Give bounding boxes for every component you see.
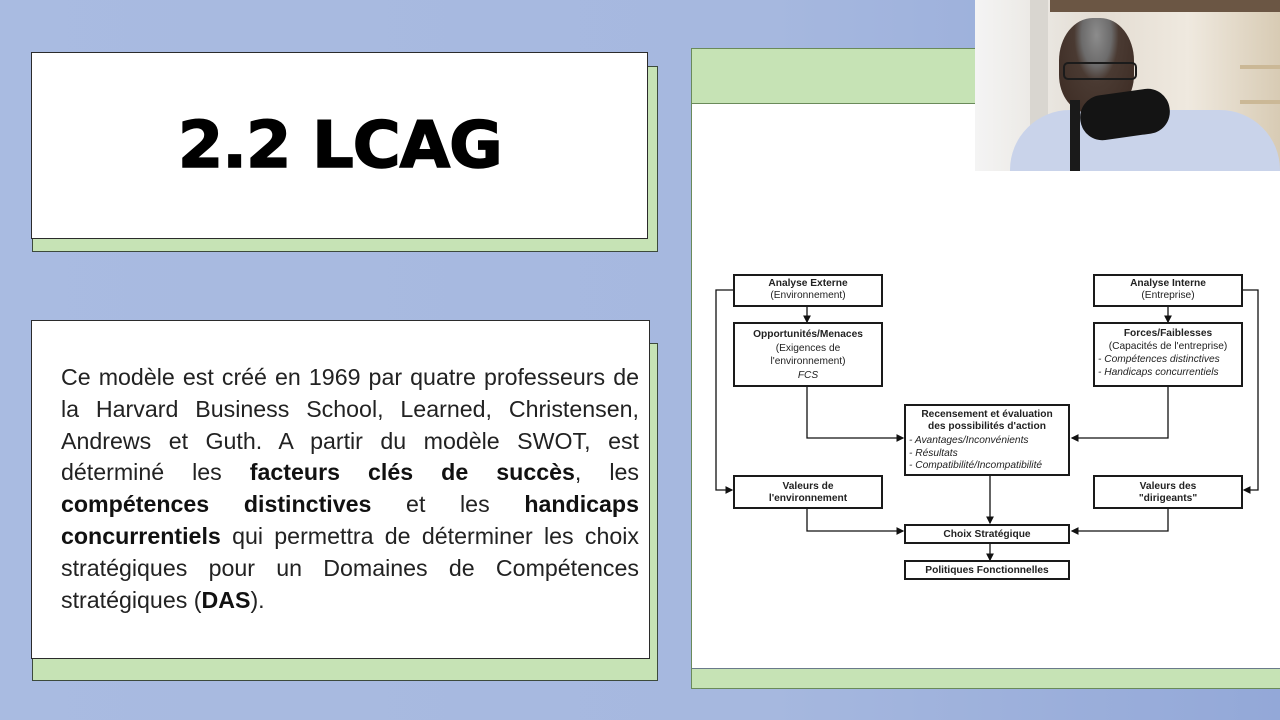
body-text: , les: [574, 459, 640, 486]
box-recensement: [904, 404, 1070, 476]
box-title: Recensement et évaluation: [921, 409, 1053, 420]
box-valeurs-environnement: [733, 475, 883, 509]
body-text: qui permettra de déterminer les choix stratégiques pour un Domaines de Compétences stratégiques (: [61, 522, 639, 613]
box-item: - Handicaps concurrentiels: [1098, 366, 1219, 378]
box-choix-strategique: [904, 524, 1070, 544]
box-line: l'environnement): [770, 356, 846, 367]
box-analyse-externe: [733, 274, 883, 307]
box-politiques-fonctionnelles: [904, 560, 1070, 580]
slide-title: 2.2 LCAG: [177, 108, 502, 183]
box-title: Choix Stratégique: [943, 529, 1031, 540]
box-line: l'environnement: [768, 493, 848, 505]
box-item: - Résultats: [909, 447, 958, 459]
box-title: Analyse Interne: [1130, 278, 1206, 289]
box-title: Forces/Faiblesses: [1123, 328, 1213, 339]
webcam-shelf: [1240, 65, 1280, 69]
body-card: [31, 320, 650, 659]
box-title: Analyse Externe: [768, 278, 848, 289]
body-text: et les: [371, 491, 525, 518]
box-note: FCS: [797, 369, 819, 381]
webcam-presenter-glasses: [1063, 62, 1137, 80]
box-title: Opportunités/Menaces: [753, 329, 863, 340]
microphone-arm: [1070, 100, 1080, 171]
box-valeurs-dirigeants: [1093, 475, 1243, 509]
webcam-ceiling: [1050, 0, 1280, 12]
body-text: ).: [250, 586, 265, 613]
body-bold-das: DAS: [201, 586, 251, 613]
box-line: Valeurs de: [782, 481, 834, 492]
box-forces-faiblesses: [1093, 322, 1243, 387]
body-bold-handicaps: handicaps concurrentiels: [61, 491, 639, 549]
presenter-webcam: [975, 0, 1280, 171]
body-text: Ce modèle est créé en 1969 par quatre professeurs de la Harvard Business School, Learned, Christensen, Andrews et Guth. A partir du modèle SWOT, est déterminé les: [61, 364, 639, 486]
box-item: - Avantages/Inconvénients: [909, 435, 1029, 447]
box-item: - Compatibilité/Incompatibilité: [909, 459, 1043, 471]
body-bold-fcs: facteurs clés de succès: [249, 459, 575, 486]
box-line: (Exigences de: [775, 342, 841, 354]
title-card: [31, 52, 648, 239]
box-line: "dirigeants": [1138, 493, 1198, 505]
body-bold-competences: compétences distinctives: [61, 491, 372, 518]
box-subtitle: (Entreprise): [1141, 290, 1195, 302]
box-title: Politiques Fonctionnelles: [925, 565, 1049, 576]
body-paragraph: [61, 362, 639, 616]
webcam-shelf: [1240, 100, 1280, 104]
box-line: Valeurs des: [1139, 481, 1197, 492]
box-analyse-interne: [1093, 274, 1243, 307]
box-opportunites-menaces: [733, 322, 883, 387]
box-subtitle: (Capacités de l'entreprise): [1108, 340, 1228, 352]
box-title: des possibilités d'action: [928, 421, 1046, 433]
box-item: - Compétences distinctives: [1098, 354, 1220, 365]
box-subtitle: (Environnement): [770, 290, 846, 302]
